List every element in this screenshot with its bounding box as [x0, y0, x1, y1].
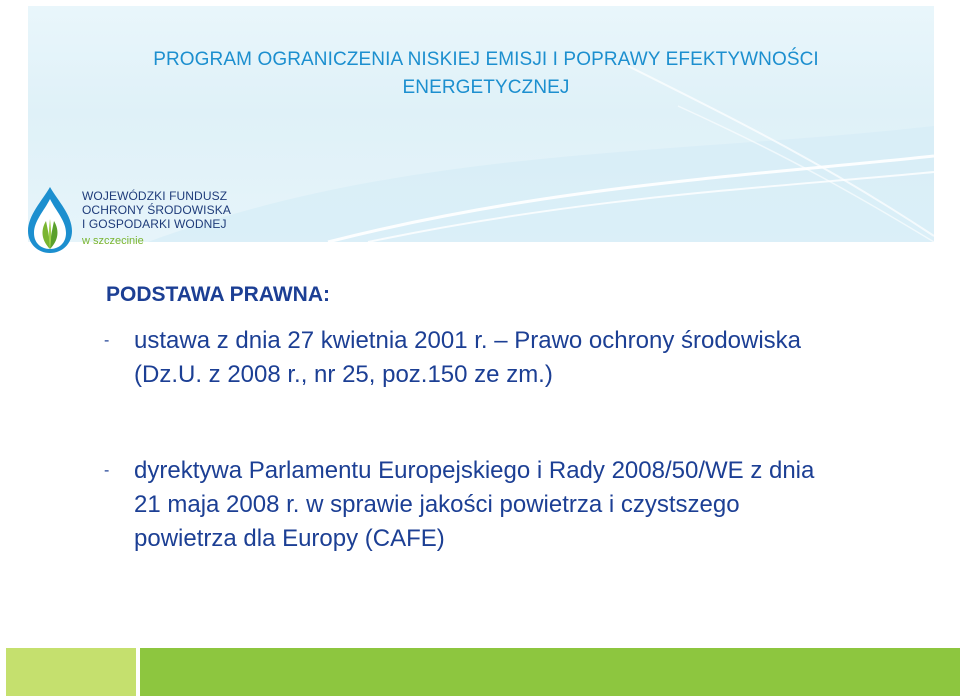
bullet-dash: -	[104, 332, 110, 349]
bullet-item-2	[104, 454, 824, 556]
bullet-text: ustawa z dnia 27 kwietnia 2001 r. – Prawo ochrony środowiska (Dz.U. z 2008 r., nr 25, poz.150 ze zm.)	[134, 327, 802, 388]
logo-line-1: WOJEWÓDZKI FUNDUSZ	[82, 189, 228, 203]
footer-bar	[0, 648, 960, 696]
bullet-dash: -	[104, 462, 110, 479]
logo-text	[82, 189, 231, 231]
footer-accent-dark	[140, 648, 960, 696]
logo-line-2: OCHRONY ŚRODOWISKA	[82, 203, 231, 217]
footer-accent-light	[6, 648, 136, 696]
logo-line-3: I GOSPODARKI WODNEJ	[82, 217, 227, 231]
water-drop-leaf-icon	[22, 185, 78, 255]
bullet-item-1	[104, 324, 824, 392]
page-title: PROGRAM OGRANICZENIA NISKIEJ EMISJI I POPRAWY EFEKTYWNOŚCI ENERGETYCZNEJ	[153, 49, 819, 98]
logo-subtitle: w szczecinie	[82, 235, 144, 247]
bullet-text: dyrektywa Parlamentu Europejskiego i Rady 2008/50/WE z dnia 21 maja 2008 r. w sprawie jakości powietrza i czystszego powietrza dla Europy (CAFE)	[134, 457, 815, 552]
section-heading: PODSTAWA PRAWNA:	[106, 283, 330, 306]
wfosigw-logo	[22, 185, 252, 255]
